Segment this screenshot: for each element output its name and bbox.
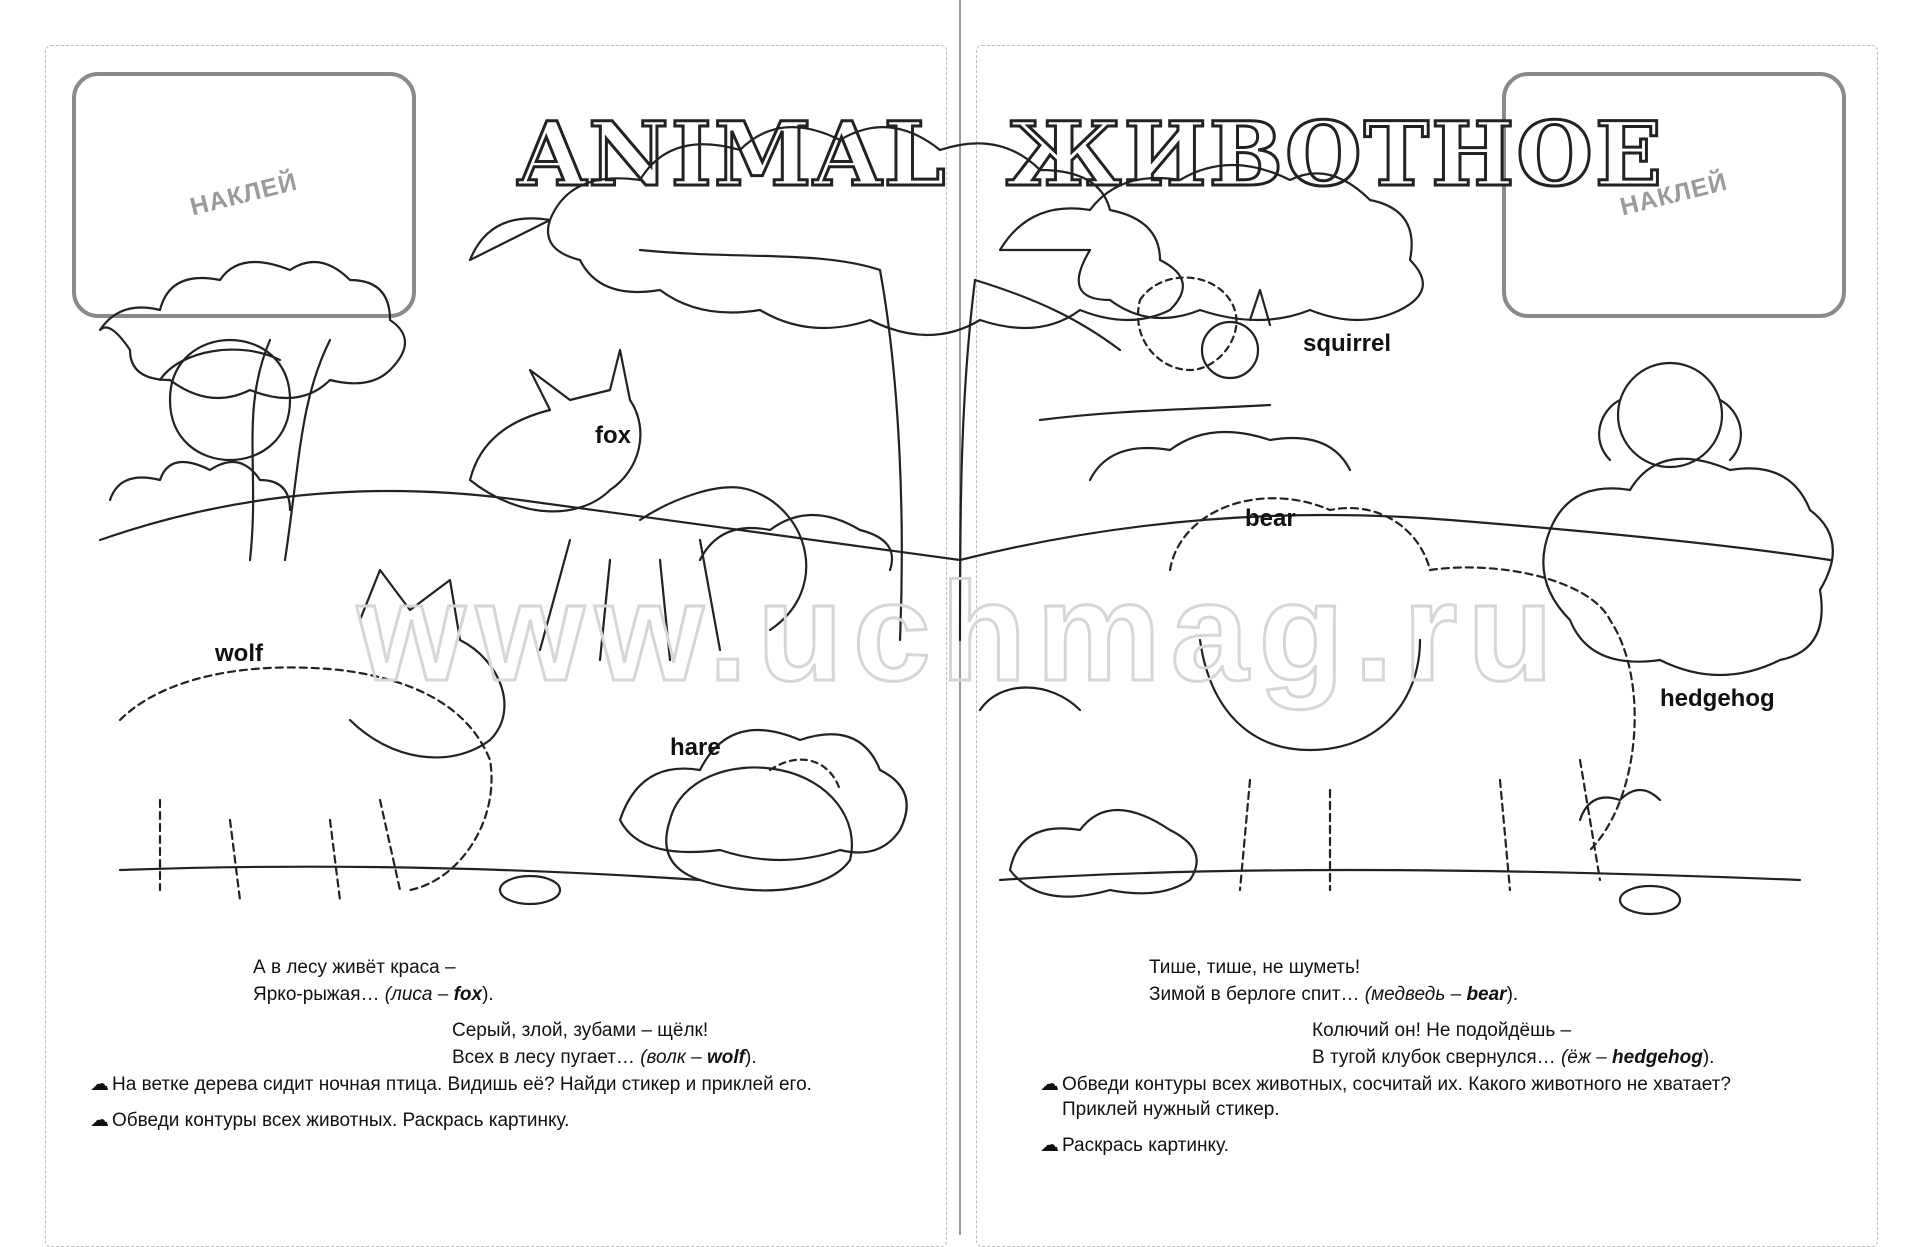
- sticker-label: НАКЛЕЙ: [1617, 167, 1731, 222]
- verse-line: [1312, 1044, 1714, 1071]
- task-item: [90, 1108, 940, 1134]
- sticker-label: НАКЛЕЙ: [187, 167, 301, 222]
- verse-answer-word: wolf: [707, 1047, 745, 1068]
- task-item: [1040, 1133, 1900, 1159]
- verse-text: Зимой в берлоге спит…: [1149, 984, 1365, 1005]
- verse-end: ).: [482, 984, 494, 1005]
- verse-fox: [253, 954, 494, 1008]
- verse-line: [452, 1044, 757, 1071]
- label-hedgehog: hedgehog: [1660, 685, 1775, 712]
- verse-text: В тугой клубок свернулся…: [1312, 1047, 1561, 1068]
- verse-answer: (волк –: [640, 1047, 707, 1068]
- verse-line: А в лесу живёт краса –: [253, 957, 456, 978]
- task-item-continuation: [1062, 1097, 1902, 1123]
- page-title: ANIMAL: [518, 102, 948, 206]
- verse-answer: (лиса –: [384, 984, 454, 1005]
- verse-answer-word: fox: [453, 984, 483, 1005]
- verse-line: Колючий он! Не подойдёшь –: [1312, 1020, 1572, 1041]
- verse-end: ).: [745, 1047, 757, 1068]
- mushroom-icon: ☁: [1040, 1135, 1059, 1156]
- task-item: [90, 1072, 940, 1098]
- task-text: Раскрась картинку.: [1062, 1135, 1229, 1156]
- mushroom-icon: ☁: [1040, 1074, 1059, 1095]
- verse-line: Тише, тише, не шуметь!: [1149, 957, 1361, 978]
- verse-answer: (ёж –: [1560, 1047, 1613, 1068]
- task-item: [1040, 1072, 1900, 1098]
- verse-wolf: [452, 1017, 757, 1071]
- task-text: Приклей нужный стикер.: [1062, 1099, 1280, 1120]
- watermark: www.uchmag.ru: [356, 553, 1564, 710]
- label-hare: hare: [670, 734, 721, 761]
- label-squirrel: squirrel: [1303, 330, 1392, 357]
- label-wolf: wolf: [215, 640, 263, 667]
- verse-answer-word: bear: [1466, 984, 1507, 1005]
- verse-end: ).: [1702, 1047, 1715, 1068]
- verse-text: Ярко-рыжая…: [253, 984, 385, 1005]
- verse-line: [1149, 981, 1518, 1008]
- verse-line: [253, 981, 494, 1008]
- label-bear: bear: [1245, 505, 1296, 532]
- page-title: ЖИВОТНОЕ: [1006, 102, 1664, 206]
- verse-answer: (медведь –: [1364, 984, 1467, 1005]
- verse-hedgehog: [1312, 1017, 1714, 1071]
- task-text: На ветке дерева сидит ночная птица. Видишь её? Найди стикер и приклей его.: [112, 1074, 812, 1095]
- verse-bear: [1149, 954, 1518, 1008]
- verse-text: Всех в лесу пугает…: [452, 1047, 641, 1068]
- mushroom-icon: ☁: [90, 1074, 109, 1095]
- verse-end: ).: [1506, 984, 1519, 1005]
- task-text: Обведи контуры всех животных. Раскрась картинку.: [112, 1110, 570, 1131]
- verse-answer-word: hedgehog: [1612, 1047, 1703, 1068]
- label-fox: fox: [595, 422, 631, 449]
- mushroom-icon: ☁: [90, 1110, 109, 1131]
- task-text: Обведи контуры всех животных, сосчитай их. Какого животного не хватает?: [1062, 1074, 1731, 1095]
- verse-line: Серый, злой, зубами – щёлк!: [452, 1020, 709, 1041]
